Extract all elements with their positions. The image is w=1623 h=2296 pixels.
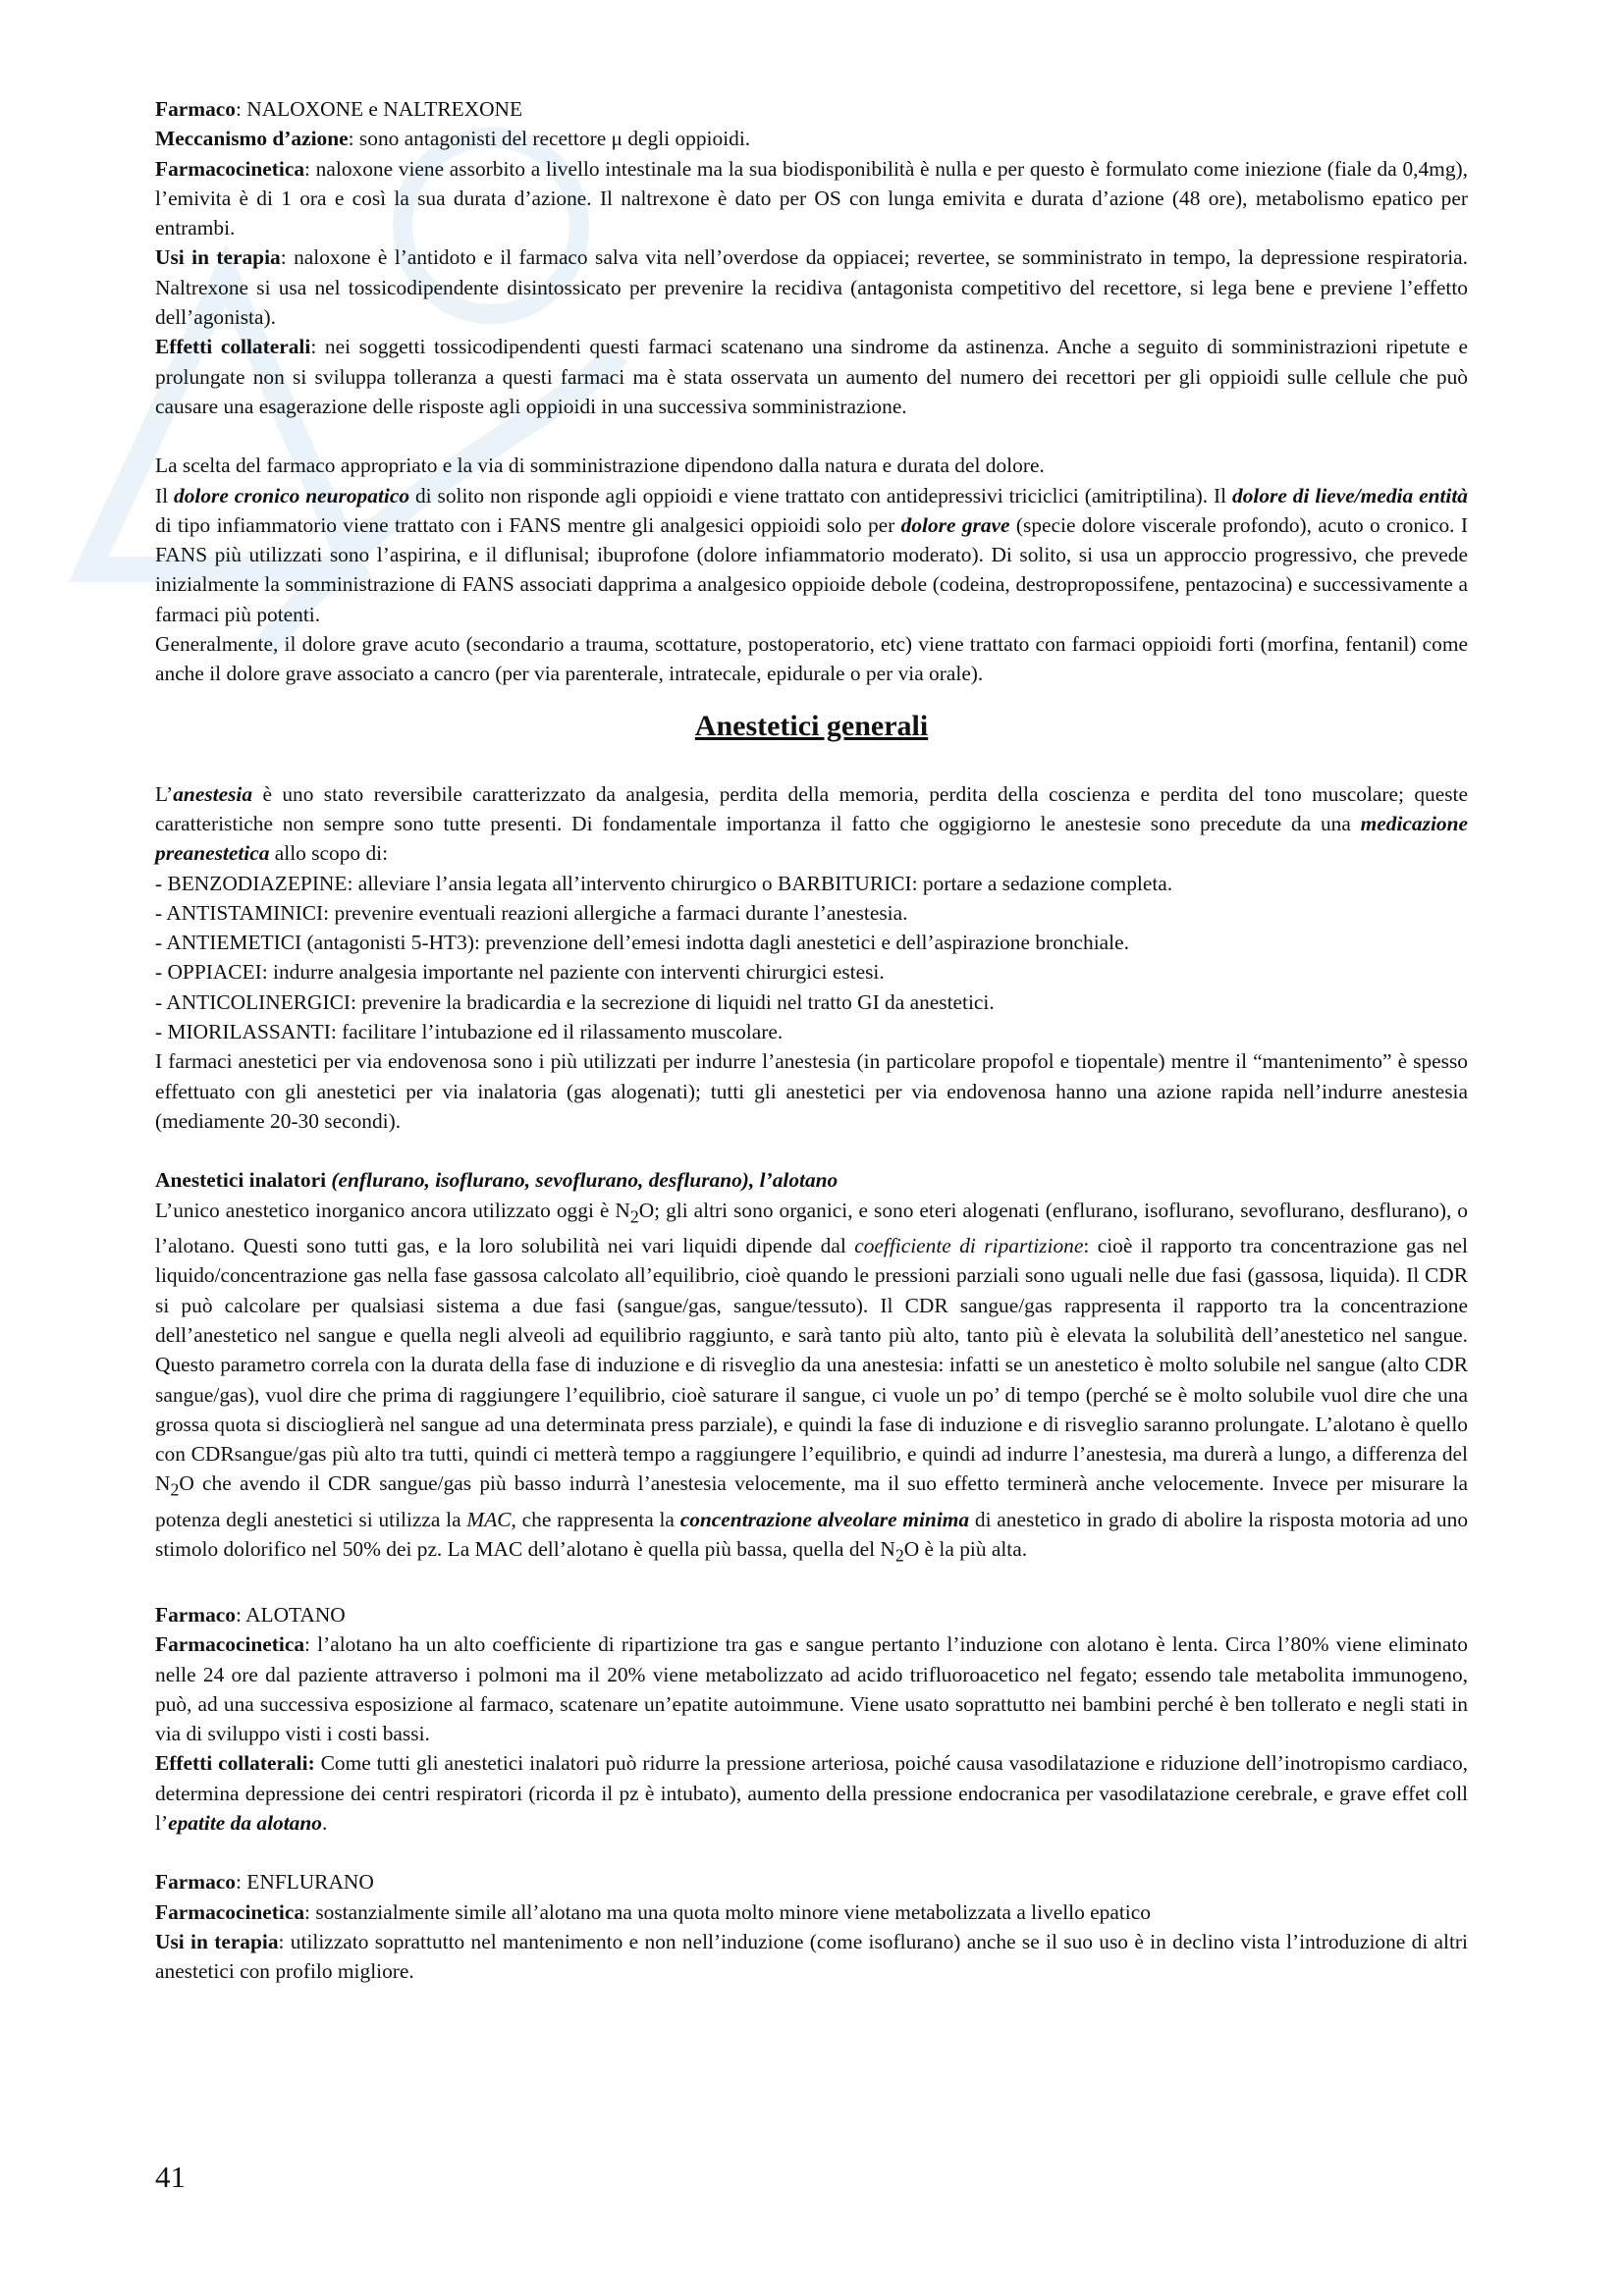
naloxone-usi: Usi in terapia: naloxone è l’antidoto e il farmaco salva vita nell’overdose da oppiacei; revertee, se somministrato in tempo, la depressione respiratoria. Naltrexone si usa nel tossicodipendente disintossicato per prevenire la recidiva (antagonista competitivo del recettore, si lega bene e previene l’effetto dell’agonista).	[155, 245, 1468, 330]
enflurano-farmaco: Farmaco: ENFLURANO	[155, 1870, 374, 1895]
inalatori-heading: Anestetici inalatori (enflurano, isoflurano, sevoflurano, desflurano), l’alotano	[155, 1168, 839, 1193]
list-item: - OPPIACEI: indurre analgesia importante nel paziente con interventi chirurgici estesi.	[155, 960, 885, 985]
document-page	[155, 94, 1468, 1986]
naloxone-farmaco: Farmaco: NALOXONE e NALTREXONE	[155, 97, 523, 121]
naloxone-meccanismo: Meccanismo d’azione: sono antagonisti del recettore μ degli oppioidi.	[155, 127, 751, 151]
naloxone-effetti: Effetti collaterali: nei soggetti tossicodipendenti questi farmaci scatenano una sindrome da astinenza. Anche a seguito di somministrazioni ripetute e prolungate non si sviluppa tolleranza a questi farmaci ma è stata osservata un aumento del numero dei recettori per gli oppioidi sulle cellule che può causare una esagerazione delle risposte agli oppioidi in una successiva somministrazione.	[155, 335, 1468, 418]
naloxone-farmacocinetica: Farmacocinetica: naloxone viene assorbito a livello intestinale ma la sua biodisponibilità è nulla e per questo è formulato come iniezione (fiale da 0,4mg), l’emivita è di 1 ora e così la sua durata d’azione. Il naltrexone è dato per OS con lunga emivita e durata d’azione (48 ore), metabolismo epatico per entrambi.	[155, 156, 1468, 240]
anestesia-intro: L’anestesia è uno stato reversibile caratterizzato da analgesia, perdita della memoria, perdita della coscienza e perdita del tono muscolare; queste caratteristiche non sempre sono tutte presenti. Di fondamentale importanza il fatto che oggigiorno le anestesie sono precedute da una medicazione preanestetica allo scopo di:	[155, 781, 1468, 866]
alotano-farmaco: Farmaco: ALOTANO	[155, 1602, 346, 1627]
list-item: - MIORILASSANTI: facilitare l’intubazione ed il rilassamento muscolare.	[155, 1020, 784, 1044]
dolore-scelta: La scelta del farmaco appropriato e la via di somministrazione dipendono dalla natura e durata del dolore.	[155, 454, 1045, 478]
enflurano-farmacocinetica: Farmacocinetica: sostanzialmente simile all’alotano ma una quota molto minore viene metabolizzata a livello epatico	[155, 1899, 1151, 1924]
enflurano-usi: Usi in terapia: utilizzato soprattutto nel mantenimento e non nell’induzione (come isoflurano) anche se il suo uso è in declino vista l’introduzione di altri anestetici con profilo migliore.	[155, 1929, 1469, 1984]
list-item: - ANTICOLINERGICI: prevenire la bradicardia e la secrezione di liquidi nel tratto GI da anestetici.	[155, 989, 995, 1014]
page-number: 41	[155, 2160, 186, 2194]
section-title: Anestetici generali	[694, 709, 929, 742]
inalatori-paragraph: L’unico anestetico inorganico ancora utilizzato oggi è $N_2O$; gli altri sono organici, e sono eteri alogenati (enflurano, isoflurano, sevoflurano, desflurano), o l’alotano. Questi sono tutti gas, e la loro solubilità nei vari liquidi dipende dal coefficiente di ripartizione: cioè il rapporto tra concentrazione gas nel liquido/concentrazione gas nella fase gassosa calcolato all’equilibrio, cioè quando le pressioni parziali sono uguali nelle due fasi (gassosa, liquida). Il CDR si può calcolare per qualsiasi sistema a due fasi (sangue/gas, sangue/tessuto). Il CDR sangue/gas rappresenta il rapporto tra la concentrazione dell’anestetico nel sangue e quella negli alveoli ad equilibrio raggiunto, e sarà tanto più alto, tanto più è elevata la solubilità dell’anestetico nel sangue. Questo parametro correla con la durata della fase di induzione e di risveglio da una anestesia: infatti se un anestetico è molto solubile nel sangue (alto CDR sangue/gas), vuol dire che prima di raggiungere l’equilibrio, cioè saturare il sangue, ci vuole un po’ di tempo (perché se è molto solubile vuol dire che una grossa quota si discioglierà nel sangue ad una determinata press parziale), e quindi la fase di induzione e di risveglio saranno prolungate. L’alotano è quello con CDRsangue/gas più alto tra tutti, quindi ci metterà tempo a raggiungere l’equilibrio, e quindi ad indurre l’anestesia, ma durerà a lungo, a differenza del $N_2O$ che avendo il CDR sangue/gas più basso indurrà l’anestesia velocemente, ma il suo effetto terminerà anche velocemente. Invece per misurare la potenza degli anestetici si utilizza la MAC, che rappresenta la concentrazione alveolare minima di anestetico in grado di abolire la risposta motoria ad uno stimolo dolorifico nel 50% dei pz. La MAC dell’alotano è quella più bassa, quella del $N_2O$ è la più alta.	[155, 1198, 1469, 1566]
list-item: - BENZODIAZEPINE: alleviare l’ansia legata all’intervento chirurgico o BARBITURICI: portare a sedazione completa.	[155, 871, 1173, 895]
anestesia-endovena: I farmaci anestetici per via endovenosa sono i più utilizzati per indurre l’anestesia (in particolare propofol e tiopentale) mentre il “mantenimento” è spesso effettuato con gli anestetici per via inalatoria (gas alogenati); tutti gli anestetici per via endovenosa hanno una azione rapida nell’indurre anestesia (mediamente 20-30 secondi).	[155, 1049, 1468, 1133]
alotano-farmacocinetica: Farmacocinetica: l’alotano ha un alto coefficiente di ripartizione tra gas e sangue pertanto l’induzione con alotano è lenta. Circa l’80% viene eliminato nelle 24 ore dal paziente attraverso i polmoni ma il 20% viene metabolizzato ad acido trifluoroacetico nel fegato; essendo tale metabolita immunogeno, può, ad una successiva esposizione al farmaco, scatenare un’epatite autoimmune. Viene usato soprattutto nei bambini perché è ben tollerato e negli stati in via di sviluppo visti i costi bassi.	[155, 1632, 1468, 1746]
list-item: - ANTIEMETICI (antagonisti 5-HT3): prevenzione dell’emesi indotta dagli anestetici e dell’aspirazione bronchiale.	[155, 931, 1129, 955]
alotano-effetti: Effetti collaterali: Come tutti gli anestetici inalatori può ridurre la pressione arteriosa, poiché causa vasodilatazione e riduzione dell’inotropismo cardiaco, determina depressione dei centri respiratori (ricorda il pz è intubato), aumento della pressione endocranica per vasodilatazione cerebrale, e grave effet coll l’epatite da alotano.	[155, 1751, 1468, 1835]
dolore-paragraph: Il dolore cronico neuropatico di solito non risponde agli oppioidi e viene trattato con antidepressivi triciclici (amitriptilina). Il dolore di lieve/media entità di tipo infiammatorio viene trattato con i FANS mentre gli analgesici oppioidi solo per dolore grave (specie dolore viscerale profondo), acuto o cronico. I FANS più utilizzati sono l’aspirina, e il diflunisal; ibuprofone (dolore infiammatorio moderato). Di solito, si usa un approccio progressivo, che prevede inizialmente la somministrazione di FANS associati dapprima a analgesico oppioide debole (codeina, destropropossifene, pentazocina) e successivamente a farmaci più potenti.	[155, 483, 1468, 626]
list-item: - ANTISTAMINICI: prevenire eventuali reazioni allergiche a farmaci durante l’anestesia.	[155, 900, 908, 925]
dolore-grave: Generalmente, il dolore grave acuto (secondario a trauma, scottature, postoperatorio, etc) viene trattato con farmaci oppioidi forti (morfina, fentanil) come anche il dolore grave associato a cancro (per via parenterale, intratecale, epidurale o per via orale).	[155, 632, 1468, 686]
